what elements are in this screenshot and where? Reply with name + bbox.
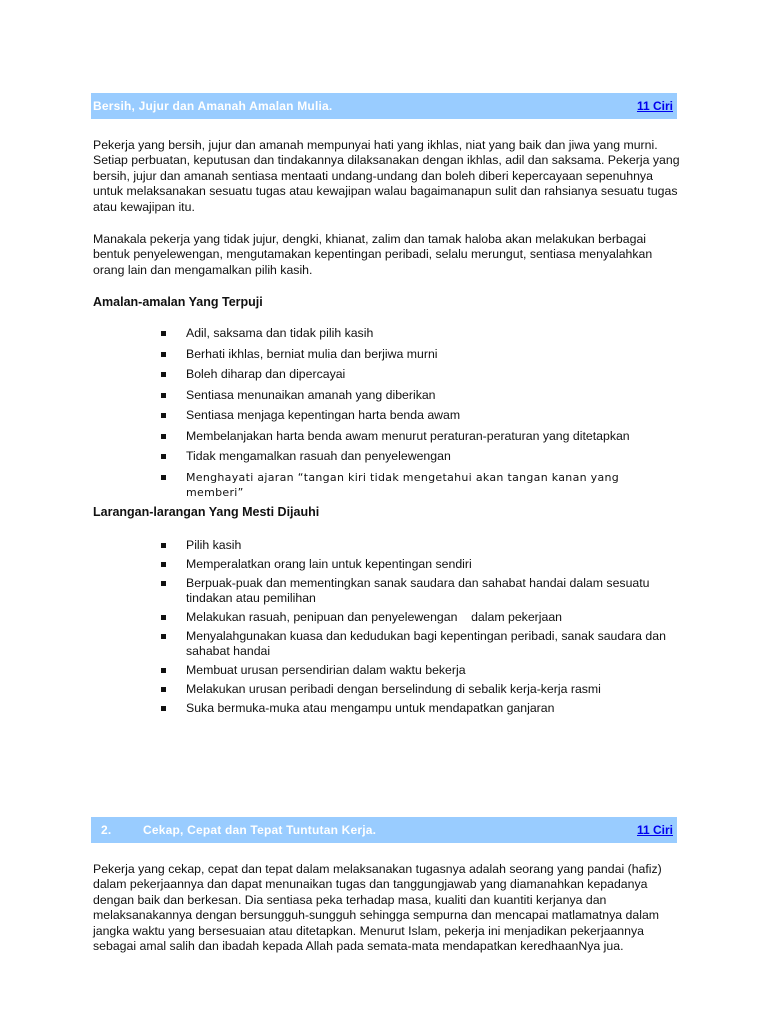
section-header-bar (91, 817, 677, 843)
list-item: Berpuak-puak dan mementingkan sanak saudara dan sahabat handai dalam sesuatu tindakan atau pemilihan (160, 576, 680, 606)
list-item: Menghayati ajaran “tangan kiri tidak mengetahui akan tangan kanan yang memberi” (160, 470, 680, 500)
section-header-bar (91, 93, 677, 119)
section-number: 2. (101, 823, 112, 837)
list-item: Melakukan rasuah, penipuan dan penyelewengan dalam pekerjaan (160, 610, 680, 625)
list-item: Suka bermuka-muka atau mengampu untuk mendapatkan ganjaran (160, 701, 680, 716)
list-item: Membelanjakan harta benda awam menurut peraturan-peraturan yang ditetapkan (160, 429, 680, 444)
section-link[interactable]: 11 Ciri (636, 823, 673, 837)
list-item: Tidak mengamalkan rasuah dan penyelewengan (160, 449, 680, 464)
paragraph: Pekerja yang bersih, jujur dan amanah mempunyai hati yang ikhlas, niat yang baik dan jiwa yang murni. Setiap perbuatan, keputusan dan tindakannya dilaksanakan dengan ikhlas, adil dan saksama. Pekerja yang bersih, jujur dan amanah sentiasa mentaati undang-undang dan boleh diberi kepercayaan sepenuhnya untuk melaksanakan sesuatu tugas atau kewajipan walau bagaimanapun sulit dan rahsianya sesuatu tugas atau kewajipan itu. (93, 138, 680, 214)
list-item: Pilih kasih (160, 538, 680, 553)
list-item: Berhati ikhlas, berniat mulia dan berjiwa murni (160, 347, 680, 362)
list-item: Memperalatkan orang lain untuk kepentingan sendiri (160, 557, 680, 572)
paragraph: Manakala pekerja yang tidak jujur, dengki, khianat, zalim dan tamak haloba akan melakukan berbagai bentuk penyelewengan, mengutamakan kepentingan peribadi, selalu merungut, sentiasa menyalahkan orang lain dan mengamalkan pilih kasih. (93, 232, 653, 277)
paragraph: Pekerja yang cekap, cepat dan tepat dalam melaksanakan tugasnya adalah seorang yang pandai (hafiz) dalam pekerjaannya dan dapat menunaikan tugas dan tanggungjawab yang diamanahkan kepadanya dengan baik dan berkesan. Dia sentiasa peka terhadap masa, kualiti dan kuantiti kerjanya dan melaksanakannya dengan bersungguh-sungguh sehingga sempurna dan mencapai matlamatnya dalam jangka waktu yang bersesuaian atau ditetapkan. Menurut Islam, pekerja ini menjadikan pekerjaannya sebagai amal salih dan ibadah kepada Allah pada semata-mata mendapatkan keredhaanNya jua. (93, 862, 662, 954)
section-link[interactable]: 11 Ciri (636, 99, 673, 113)
section-heading: Larangan-larangan Yang Mesti Dijauhi (93, 505, 320, 519)
list-item: Boleh diharap dan dipercayai (160, 367, 680, 382)
section-title-wrap (93, 823, 376, 837)
list-item: Sentiasa menunaikan amanah yang diberikan (160, 388, 680, 403)
list-item: Adil, saksama dan tidak pilih kasih (160, 326, 680, 341)
list-item: Menyalahgunakan kuasa dan kedudukan bagi kepentingan peribadi, sanak saudara dan sahabat handai (160, 629, 680, 659)
section-title: Cekap, Cepat dan Tepat Tuntutan Kerja. (143, 823, 377, 837)
section-heading: Amalan-amalan Yang Terpuji (93, 295, 263, 309)
list-item: Melakukan urusan peribadi dengan berselindung di sebalik kerja-kerja rasmi (160, 682, 680, 697)
list-item: Sentiasa menjaga kepentingan harta benda awam (160, 408, 680, 423)
list-item: Membuat urusan persendirian dalam waktu bekerja (160, 663, 680, 678)
section-title: Bersih, Jujur dan Amanah Amalan Mulia. (93, 99, 333, 113)
bullet-list (160, 538, 680, 716)
bullet-list (160, 326, 680, 500)
